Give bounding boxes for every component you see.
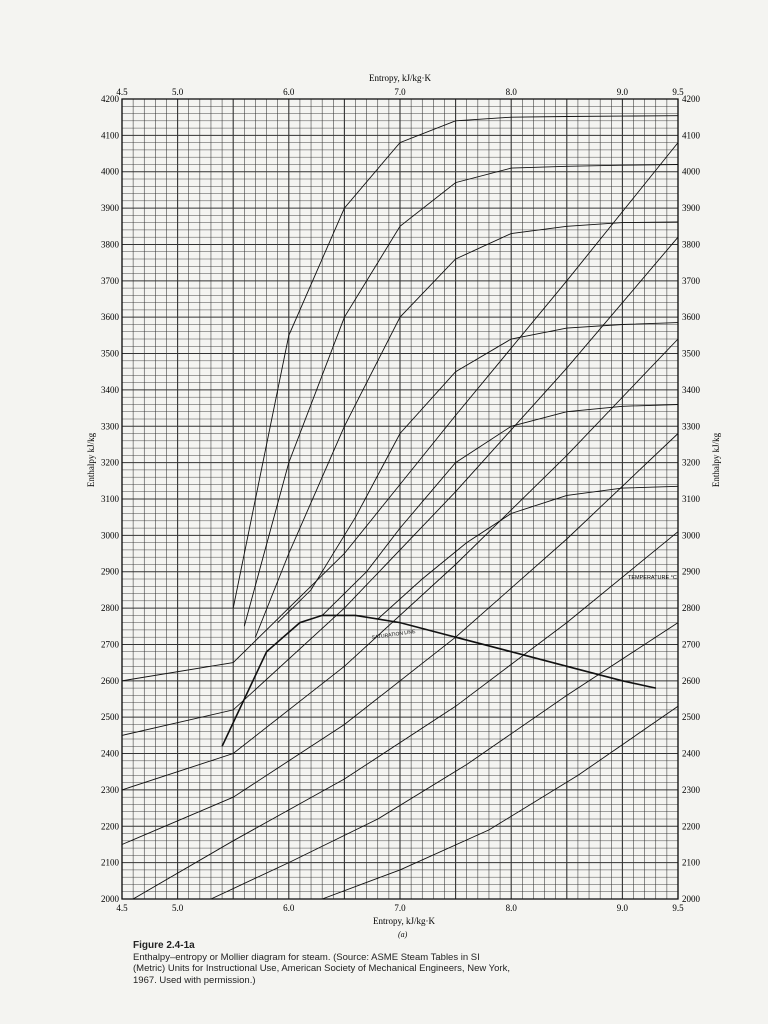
y-tick-label-left: 3700 [101,275,119,286]
figure-sublabel: (a) [398,930,408,939]
x-tick-label-top: 5.0 [171,87,184,97]
y-tick-label-right: 3400 [682,384,700,395]
y-tick-label-right: 4200 [682,94,700,104]
x-tick-label-bottom: 7.0 [394,903,406,913]
y-tick-label-right: 3100 [682,494,700,504]
caption-title: Figure 2.4-1a [133,940,195,951]
y-tick-label-left: 4200 [101,94,119,104]
y-tick-label-left: 3600 [101,312,119,323]
y-tick-label-right: 3000 [682,530,700,541]
y-tick-label-left: 2700 [101,639,119,650]
y-tick-label-right: 3200 [682,457,700,468]
y-tick-label-right: 2000 [682,894,700,904]
y-tick-label-right: 2400 [682,748,700,759]
x-tick-label-top: 6.0 [283,87,295,97]
y-tick-label-left: 2900 [101,566,119,577]
figure-caption [133,940,513,986]
y-tick-label-left: 2600 [101,675,119,686]
x-tick-label-top: 4.5 [116,87,128,97]
series-line [133,532,678,899]
y-tick-label-right: 4100 [682,130,700,141]
y-tick-label-left: 2400 [101,748,119,759]
caption-text: Enthalpy–entropy or Mollier diagram for steam. (Source: ASME Steam Tables in SI (Metric) Units for Instructional Use, American Society of Mechanical Engineers, New York, 1967. Used with permission.) [133,951,510,986]
y-tick-label-right: 2500 [682,712,700,723]
x-tick-label-bottom: 8.0 [505,903,517,913]
x-tick-label-top: 9.0 [616,87,629,97]
y-tick-label-left: 3200 [101,457,119,468]
chart-grid [122,99,678,899]
x-tick-label-bottom: 9.0 [616,903,629,913]
annotation-temperature: TEMPERATURE °C [628,575,677,581]
y-tick-label-left: 2300 [101,784,119,795]
x-tick-label-top: 8.0 [505,87,517,97]
y-tick-label-left: 3100 [101,494,119,504]
tick-labels [101,87,701,913]
y-tick-label-right: 2200 [682,821,700,832]
y-tick-label-left: 2100 [101,857,119,868]
y-tick-label-left: 3000 [101,530,119,541]
y-axis-label-left: Enthalpy kJ/kg [86,432,96,488]
y-tick-label-left: 2200 [101,821,119,832]
x-tick-label-bottom: 6.0 [283,903,295,913]
y-tick-label-left: 3300 [101,421,119,432]
y-tick-label-right: 4000 [682,166,700,177]
y-tick-label-right: 3700 [682,275,700,286]
y-tick-label-left: 3800 [101,239,119,250]
y-tick-label-right: 3600 [682,312,700,323]
x-tick-label-bottom: 9.5 [672,903,684,913]
x-tick-label-top: 9.5 [672,87,684,97]
y-tick-label-right: 2900 [682,566,700,577]
y-tick-label-right: 2800 [682,603,700,614]
y-tick-label-right: 2700 [682,639,700,650]
y-tick-label-left: 2000 [101,894,119,904]
y-tick-label-left: 4100 [101,130,119,141]
y-tick-label-right: 3500 [682,348,700,359]
y-tick-label-left: 2800 [101,603,119,614]
y-tick-label-right: 2300 [682,784,700,795]
x-axis-label-bottom: Entropy, kJ/kg·K [373,916,435,926]
x-tick-label-bottom: 5.0 [171,903,184,913]
y-tick-label-right: 3900 [682,203,700,214]
annotation-saturation-line: SATURATION LINE [371,628,416,641]
y-tick-label-right: 3300 [682,421,700,432]
x-tick-label-bottom: 4.5 [116,903,128,913]
y-tick-label-left: 3400 [101,384,119,395]
x-axis-label-top: Entropy, kJ/kg·K [369,73,431,83]
y-tick-label-right: 2100 [682,857,700,868]
y-tick-label-right: 3800 [682,239,700,250]
y-tick-label-right: 2600 [682,675,700,686]
x-tick-label-top: 7.0 [394,87,406,97]
y-axis-label-right: Enthalpy kJ/kg [711,432,721,488]
y-tick-label-left: 2500 [101,712,119,723]
y-tick-label-left: 4000 [101,166,119,177]
y-tick-label-left: 3500 [101,348,119,359]
y-tick-label-left: 3900 [101,203,119,214]
